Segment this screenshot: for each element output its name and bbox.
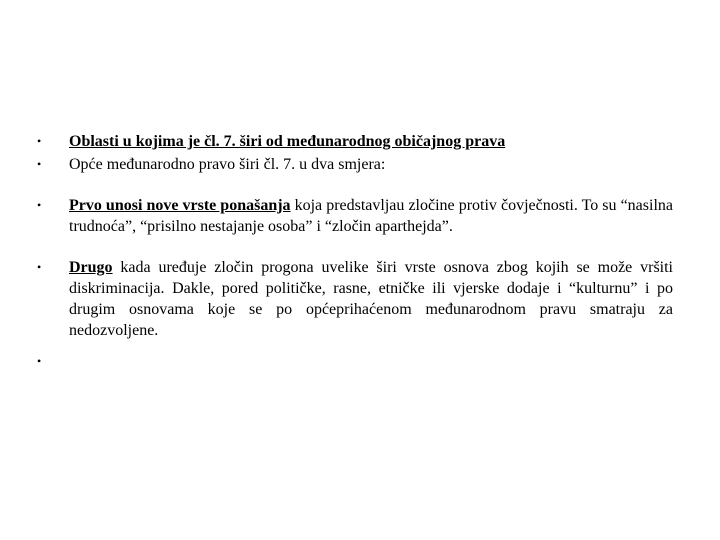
bullet-item-2 [37, 154, 677, 175]
bullet-list [37, 131, 677, 372]
bullet-dot-icon: • [37, 198, 42, 212]
bullet-dot-icon: • [37, 134, 42, 148]
bullet-text-empty [69, 351, 673, 372]
bullet-text: Oblasti u kojima je čl. 7. širi od međunarodnog običajnog prava [69, 133, 506, 150]
bullet-dot-icon: • [37, 157, 42, 171]
bullet-item-3 [37, 195, 677, 237]
bullet-item-1 [37, 131, 677, 152]
bullet-text [69, 195, 673, 237]
bullet-rest-text: koja predstavljau zločine protiv čovječnosti. To su “nasilna trudnoća”, “prisilno nestajanje osoba” i “zločin aparthejda”. [69, 197, 673, 235]
bullet-lead-text: Prvo unosi nove vrste ponašanja [69, 197, 291, 214]
bullet-item-4 [37, 257, 677, 341]
bullet-text: Opće međunarodno pravo širi čl. 7. u dva smjera: [69, 156, 386, 173]
bullet-dot-icon: • [37, 260, 42, 274]
bullet-item-5 [37, 351, 677, 372]
bullet-rest-text: kada uređuje zločin progona uvelike širi vrste osnova zbog kojih se može vršiti diskriminacija. Dakle, pored političke, rasne, etničke ili vjerske dodaje i “kulturnu” i po drugim osnovama koje se po općeprihaćenom međunarodnom pravu smatraju za nedozvoljene. [69, 259, 673, 339]
bullet-dot-icon: • [37, 354, 42, 368]
bullet-lead-text: Drugo [69, 259, 113, 276]
bullet-text [69, 257, 673, 341]
